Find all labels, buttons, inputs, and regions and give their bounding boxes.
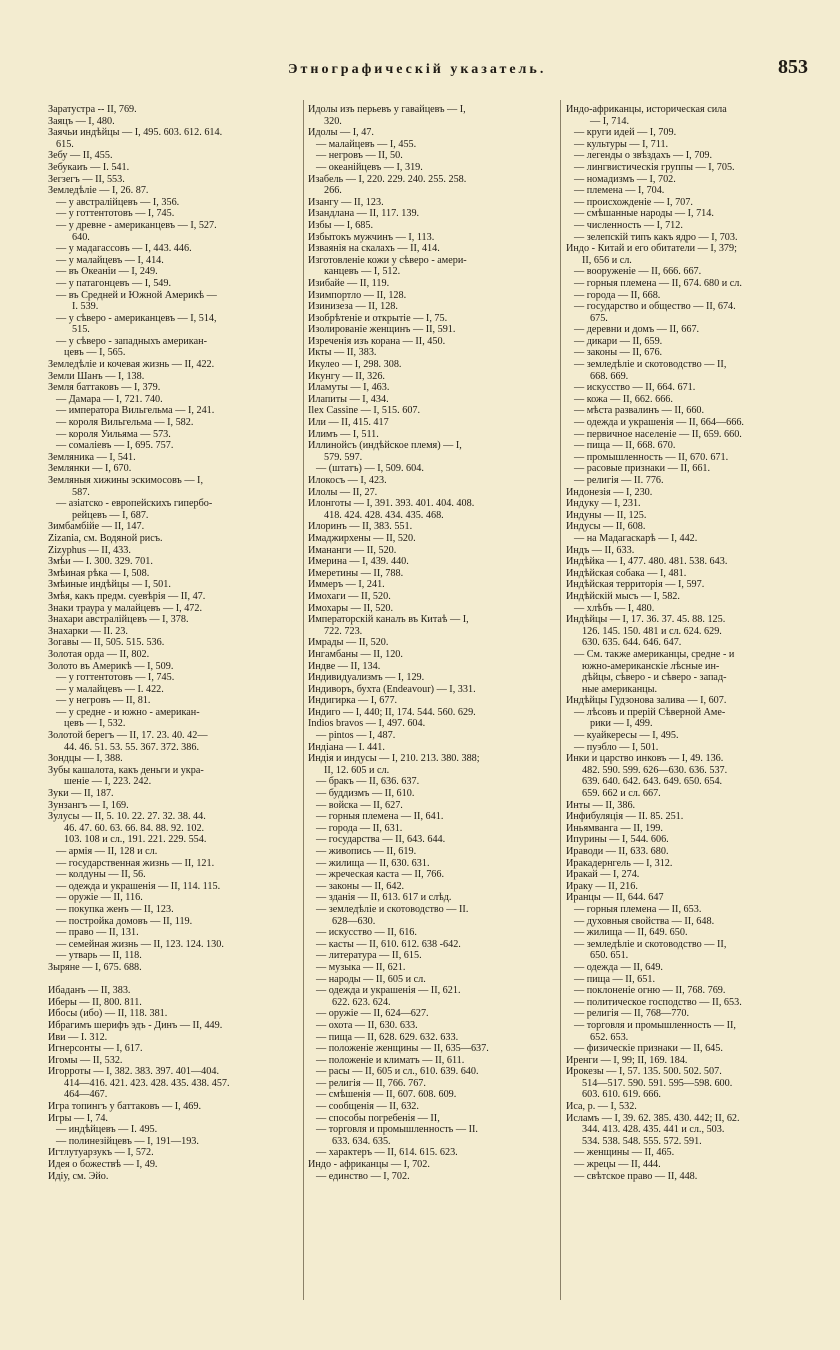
index-entry: Игнерсонты — I, 617. xyxy=(48,1043,143,1055)
index-entry: Идолы изъ перьевъ у гавайцевъ — I, xyxy=(308,104,466,115)
index-entry: 266. xyxy=(324,185,342,197)
index-entry: Идіу, см. Эйо. xyxy=(48,1170,109,1182)
index-entry: — номадизмъ — I, 702. xyxy=(574,173,676,185)
index-entry: — народы — II, 605 и сл. xyxy=(316,973,426,985)
index-entry: Изготовленіе кожи у сѣверо - амери- xyxy=(308,254,467,266)
index-entry: — императора Вильгельма — I, 241. xyxy=(56,405,215,417)
index-entry: Змѣя, какъ предм. суевѣрія — II, 47. xyxy=(48,590,206,602)
index-entry: 482. 590. 599. 626—630. 636. 537. xyxy=(582,764,728,776)
index-entry: Змѣиная рѣка — I, 508. xyxy=(48,567,150,579)
index-entry: Земля баттаковъ — I, 379. xyxy=(48,382,161,394)
index-entry: — дикари — II, 659. xyxy=(574,335,663,347)
index-entry: — жилища — II, 630. 631. xyxy=(316,857,430,869)
index-entry: — лѣсовъ и прерій Сѣверной Аме- xyxy=(574,706,726,718)
index-entry: — торговля и промышленность — II, xyxy=(574,1019,736,1031)
index-entry: шеніе — I, 223. 242. xyxy=(64,776,152,788)
index-entry: — деревни и домъ — II, 667. xyxy=(574,324,700,336)
index-entry: 418. 424. 428. 434. 435. 468. xyxy=(324,509,444,521)
index-entry: Зогавы — II, 505. 515. 536. xyxy=(48,637,165,649)
index-entry: — земледѣліе и скотоводство — II, xyxy=(574,938,727,950)
index-entry: — въ Средней и Южной Америкѣ — xyxy=(56,289,217,301)
index-entry: 630. 635. 644. 646. 647. xyxy=(582,637,682,649)
index-entry: Знаки траура у малайцевъ — I, 472. xyxy=(48,602,203,614)
column-rule xyxy=(303,100,304,1300)
index-entry: Зимбамбійе — II, 147. xyxy=(48,521,145,533)
index-entry: — положеніе женщины — II, 635—637. xyxy=(316,1043,489,1055)
index-entry: — живопись — II, 619. xyxy=(316,846,417,857)
index-entry: Ипурины — I, 544. 606. xyxy=(566,834,669,846)
index-entry: Индіана — I. 441. xyxy=(308,741,385,753)
index-entry: Иракай — I, 274. xyxy=(566,869,640,881)
index-entry: Изандлана — II, 117. 139. xyxy=(308,208,420,220)
index-entry: Ирокезы — I, 57. 135. 500. 502. 507. xyxy=(566,1066,722,1078)
index-entry: Икунгу — II, 326. xyxy=(308,370,385,382)
index-entry: Индиго — I, 440; II, 174. 544. 560. 629. xyxy=(308,706,476,718)
index-entry: Изобрѣтеніе и открытіе — I, 75. xyxy=(308,312,448,324)
index-entry: — хлѣбъ — I, 480. xyxy=(574,602,655,614)
index-entry: Золотой берегъ — II, 17. 23. 40. 42— xyxy=(48,730,208,742)
index-entry: Индѣйцы — I, 17. 36. 37. 45. 88. 125. xyxy=(566,614,726,626)
index-entry: Ilex Cassine — I, 515. 607. xyxy=(308,405,421,417)
index-entry: Ибосы (ибо) — II, 118. 381. xyxy=(48,1008,168,1020)
index-entry: — индѣйцевъ — I. 495. xyxy=(56,1124,158,1136)
index-entry: — куайкересы — I, 495. xyxy=(574,730,679,742)
index-entry: Имаджирхены — II, 520. xyxy=(308,532,416,544)
index-entry: цевъ — I, 565. xyxy=(64,347,126,359)
index-entry: Икты — II, 383. xyxy=(308,347,377,359)
index-entry: Иберы — II, 800. 811. xyxy=(48,996,142,1008)
index-entry: II, 12. 605 и сл. xyxy=(324,764,390,776)
index-entry: 44. 46. 51. 53. 55. 367. 372. 386. xyxy=(64,741,199,753)
index-entry: — кожа — II, 662. 666. xyxy=(574,393,673,405)
index-entry: — полинезійцевъ — I, 191—193. xyxy=(56,1135,199,1147)
index-entry: Иренги — I, 99; II, 169. 184. xyxy=(566,1054,688,1066)
index-entry: — музыка — II, 621. xyxy=(316,961,406,973)
index-entry: — войска — II, 627. xyxy=(316,799,403,811)
index-entry: — физическіе признаки — II, 645. xyxy=(574,1043,723,1055)
index-entry: — горныя племена — II, 674. 680 и сл. xyxy=(574,277,742,289)
index-entry: — пуэбло — I, 501. xyxy=(574,741,659,753)
index-entry: Иллинойсъ (индѣйское племя) — I, xyxy=(308,440,462,452)
index-entry: — земледѣліе и скотоводство — II. xyxy=(316,903,469,915)
index-entry: — единство — I, 702. xyxy=(316,1170,410,1182)
index-entry: — у сѣверо - американцевъ — I, 514, xyxy=(56,312,217,324)
index-entry: Идея о божествѣ — I, 49. xyxy=(48,1159,158,1171)
index-entry: — смѣшенія — II, 607. 608. 609. xyxy=(316,1089,457,1101)
index-entry: Илонготы — I, 391. 393. 401. 404. 408. xyxy=(308,498,475,510)
index-entry: Zizania, см. Водяной рисъ. xyxy=(48,532,163,544)
index-entry: — у малайцевъ — I. 422. xyxy=(56,683,164,695)
index-entry: — короля Уильяма — 573. xyxy=(56,428,171,440)
index-entry: — семейная жизнь — II, 123. 124. 130. xyxy=(56,938,224,950)
index-entry: Индонезія — I, 230. xyxy=(566,486,653,498)
page-number: 853 xyxy=(778,56,808,78)
index-entry: Императорскій каналъ въ Китаѣ — I, xyxy=(308,614,469,626)
index-entry: Изибайе — II, 119. xyxy=(308,277,390,289)
index-entry: Индѣйская собака — I, 481. xyxy=(566,567,687,579)
index-entry: Индуку — I, 231. xyxy=(566,498,641,510)
index-entry: — у австралійцевъ — I, 356. xyxy=(56,196,180,208)
index-entry: Илоринъ — II, 383. 551. xyxy=(308,521,413,533)
index-entry: 639. 640. 642. 643. 649. 650. 654. xyxy=(582,776,723,788)
index-entry: — Дамара — I, 721. 740. xyxy=(56,393,163,405)
index-entry: — пища — II, 651. xyxy=(574,973,655,985)
index-entry: — государства — II, 643. 644. xyxy=(316,834,446,846)
index-entry: Иракадернгель — I, 312. xyxy=(566,857,673,869)
index-entry: — жреческая каста — II, 766. xyxy=(316,869,445,881)
index-entry: Изреченія изъ корана — II, 450. xyxy=(308,335,446,347)
index-entry: — у негровъ — II, 81. xyxy=(56,695,151,707)
index-entry: — государственная жизнь — II, 121. xyxy=(56,857,215,869)
index-entry: — духовныя свойства — II, 648. xyxy=(574,915,715,927)
index-entry: — у древне - американцевъ — I, 527. xyxy=(56,219,217,231)
index-entry: Зебу — II, 455. xyxy=(48,150,113,162)
index-entry: — жилища — II, 649. 650. xyxy=(574,927,688,939)
index-entry: Идолы — I, 47. xyxy=(308,127,374,139)
index-entry: 344. 413. 428. 435. 441 и сл., 503. xyxy=(582,1124,725,1136)
index-entry: Индо - Китай и его обитатели — I, 379; xyxy=(566,243,737,255)
index-entry: Индо - африканцы — I, 702. xyxy=(308,1159,430,1171)
index-entry: 534. 538. 548. 555. 572. 591. xyxy=(582,1135,702,1147)
index-entry: — охота — II, 630. 633. xyxy=(316,1019,418,1031)
index-entry: Индиворъ, бухта (Endeavour) — I, 331. xyxy=(308,683,476,695)
index-entry: 722. 723. xyxy=(324,625,363,637)
index-entry: ные американцы. xyxy=(582,683,658,695)
index-entry: — законы — II, 642. xyxy=(316,880,405,892)
page-header xyxy=(48,56,808,88)
index-entry: Инты — II, 386. xyxy=(566,799,636,811)
index-entry: Ибрагимъ шерифъ эдъ - Динъ — II, 449. xyxy=(48,1019,223,1031)
index-entry: 628—630. xyxy=(332,915,376,927)
index-entry: Избы — I, 685. xyxy=(308,219,374,231)
index-entry: Или — II, 415. 417 xyxy=(308,417,389,429)
index-entry: Имеретины — II, 788. xyxy=(308,567,404,579)
index-entry: Земледѣліе — I, 26. 87. xyxy=(48,185,149,197)
index-entry: — утварь — II, 118. xyxy=(56,950,142,962)
index-entry: — оружіе — II, 624—627. xyxy=(316,1008,429,1020)
index-entry: Земледѣліе и кочевая жизнь — II, 422. xyxy=(48,359,215,371)
index-entry: — океанійцевъ — I, 319. xyxy=(316,161,423,173)
index-entry: Зондцы — I, 388. xyxy=(48,753,123,765)
index-entry: — бракъ — II, 636. 637. xyxy=(316,776,420,788)
index-entry: — короля Вильгельма — I, 582. xyxy=(56,417,194,429)
index-entry: Земли Шанъ — I, 138. xyxy=(48,370,145,382)
index-entry: — круги идей — I, 709. xyxy=(574,127,677,139)
index-entry: 103. 108 и сл., 191. 221. 229. 554. xyxy=(64,834,207,846)
index-entry: — горныя племена — II, 653. xyxy=(574,903,702,915)
index-entry: — законы — II, 676. xyxy=(574,347,663,359)
index-entry: — одежда и украшенія — II, 664—666. xyxy=(574,417,744,429)
index-entry: Избытокъ мужчинъ — I, 113. xyxy=(308,231,435,243)
index-entry: — происхожденіе — I, 707. xyxy=(574,196,693,208)
index-entry: Инфибуляція — II. 85. 251. xyxy=(566,811,684,823)
index-entry: II, 656 и сл. xyxy=(582,254,632,266)
index-entry: — свѣтское право — II, 448. xyxy=(574,1170,698,1182)
index-entry: 652. 653. xyxy=(590,1031,629,1043)
index-entry: Зубы кашалота, какъ деньги и укра- xyxy=(48,764,204,776)
index-entry: 514—517. 590. 591. 595—598. 600. xyxy=(582,1077,733,1089)
index-entry: I. 539. xyxy=(72,301,99,313)
index-entry: Заяцъ — I, 480. xyxy=(48,115,115,127)
index-entry: 320. xyxy=(324,115,342,127)
index-entry: — способы погребенія — II, xyxy=(316,1112,440,1124)
index-entry: 515. xyxy=(72,324,90,336)
index-entry: канцевъ — I, 512. xyxy=(324,266,401,278)
index-entry: Змѣиные индѣйцы — I, 501. xyxy=(48,579,171,591)
index-entry: — у средне - и южно - американ- xyxy=(56,706,200,718)
index-entry: Зыряне — I, 675. 688. xyxy=(48,961,142,973)
index-entry: 414—416. 421. 423. 428. 435. 438. 457. xyxy=(64,1077,230,1089)
index-entry: — пища — II, 628. 629. 632. 633. xyxy=(316,1031,459,1043)
index-entry: 579. 597. xyxy=(324,451,363,463)
index-entry: Индѣйскій мысъ — I, 582. xyxy=(566,590,680,602)
index-entry xyxy=(48,974,298,986)
index-entry: Изимпортло — II, 128. xyxy=(308,289,407,301)
index-entry: Изабель — I, 220. 229. 240. 255. 258. xyxy=(308,173,467,185)
index-entry: — расы — II, 605 и сл., 610. 639. 640. xyxy=(316,1066,479,1078)
index-entry: Иранцы — II, 644. 647 xyxy=(566,892,664,904)
index-entry: — численность — I, 712. xyxy=(574,219,683,231)
index-entry: Индусы — II, 608. xyxy=(566,521,646,533)
index-entry: — азіатско - европейскихъ гипербо- xyxy=(56,498,213,510)
index-entry: — буддизмъ — II, 610. xyxy=(316,788,415,800)
index-entry: Илолы — II, 27. xyxy=(308,486,378,498)
index-entry: Индо-африканцы, историческая сила xyxy=(566,104,727,115)
index-entry: 633. 634. 635. xyxy=(332,1135,391,1147)
index-entry: — смѣшанные народы — I, 714. xyxy=(574,208,714,220)
index-entry: Знахарки — II. 23. xyxy=(48,625,128,637)
index-entry: — у сѣверо - западныхъ американ- xyxy=(56,335,207,347)
index-entry: — покупка женъ — II, 123. xyxy=(56,903,174,915)
index-entry: Индуны — II, 125. xyxy=(566,509,647,521)
index-entry: Изолированіе женщинъ — II, 591. xyxy=(308,324,456,336)
index-entry: — литература — II, 615. xyxy=(316,950,422,962)
index-entry: — армія — II, 128 и сл. xyxy=(56,846,158,857)
index-entry: Зегзегъ — II, 553. xyxy=(48,173,125,185)
index-entry: — у патагонцевъ — I, 549. xyxy=(56,277,172,289)
index-entry: — искусство — II, 616. xyxy=(316,927,417,939)
index-entry: 46. 47. 60. 63. 66. 84. 88. 92. 102. xyxy=(64,822,205,834)
index-entry: Заратустра -- II, 769. xyxy=(48,104,137,115)
index-entry: — государство и общество — II, 674. xyxy=(574,301,736,313)
index-entry: Indios bravos — I, 497. 604. xyxy=(308,718,426,730)
index-entry: — въ Океаніи — I, 249. xyxy=(56,266,158,278)
index-entry: Игомы — II, 532. xyxy=(48,1054,123,1066)
index-entry: — жрецы — II, 444. xyxy=(574,1159,661,1171)
index-entry: рики — I, 499. xyxy=(590,718,653,730)
index-entry: — сообщенія — II, 632. xyxy=(316,1101,419,1113)
index-column-2 xyxy=(308,104,553,1182)
index-entry: — города — II, 668. xyxy=(574,289,661,301)
index-entry: Золото въ Америкѣ — I, 509. xyxy=(48,660,174,672)
index-entry: Ираку — II, 216. xyxy=(566,880,638,892)
index-entry: — у готтентотовъ — I, 745. xyxy=(56,208,175,220)
index-entry: — (штатъ) — I, 509. 604. xyxy=(316,463,424,475)
index-entry: Индѣйская территорія — I, 597. xyxy=(566,579,705,591)
index-entry: — сомалiевъ — I, 695. 757. xyxy=(56,440,174,452)
index-entry: 126. 145. 150. 481 и сл. 624. 629. xyxy=(582,625,722,637)
index-entry: Иламуты — I, 463. xyxy=(308,382,390,394)
index-entry: рейцевъ — I, 687. xyxy=(72,509,149,521)
index-column-3 xyxy=(566,104,811,1182)
index-entry: — религія — II. 776. xyxy=(574,475,664,486)
index-entry: — первичное населеніе — II, 659. 660. xyxy=(574,428,742,440)
index-entry: — земледѣліе и скотоводство — II, xyxy=(574,359,727,371)
index-entry: Игра топингъ у баттаковъ — I, 469. xyxy=(48,1101,202,1113)
index-entry: Индивидуализмъ — I, 129. xyxy=(308,672,425,684)
index-entry: Индѣйцы Гудзонова залива — I, 607. xyxy=(566,695,727,707)
index-entry: Золотая орда — II, 802. xyxy=(48,648,150,660)
index-entry: — характеръ — II, 614. 615. 623. xyxy=(316,1147,458,1159)
index-entry: Имрады — II, 520. xyxy=(308,637,389,649)
index-entry: — племена — I, 704. xyxy=(574,185,665,197)
index-entry: — расовые признаки — II, 661. xyxy=(574,463,711,475)
index-entry: — у мадагассовъ — I, 443. 446. xyxy=(56,243,192,255)
index-entry: Игтлутуарзукъ — I, 572. xyxy=(48,1147,154,1159)
index-entry: — мѣста развалинъ — II, 660. xyxy=(574,405,705,417)
index-entry: Индѣйка — I, 477. 480. 481. 538. 643. xyxy=(566,556,728,568)
index-entry: Ингамбаны — II, 120. xyxy=(308,648,403,660)
index-entry: Имохары — II, 520. xyxy=(308,602,394,614)
index-entry: — торговля и промышленность — II. xyxy=(316,1124,478,1136)
index-entry: — города — II, 631. xyxy=(316,822,403,834)
index-entry: — женщины — II, 465. xyxy=(574,1147,675,1159)
index-entry: — религія — II, 768—770. xyxy=(574,1008,690,1020)
index-entry: 659. 662 и сл. 667. xyxy=(582,788,661,800)
index-entry: — pintos — I, 487. xyxy=(316,730,396,742)
index-entry: Иса, р. — I, 532. xyxy=(566,1101,637,1113)
index-entry: 464—467. xyxy=(64,1089,108,1101)
index-entry: — легенды о звѣздахъ — I, 709. xyxy=(574,150,713,162)
index-entry: южно-американскіе лѣсные ин- xyxy=(582,660,720,672)
index-entry: 640. xyxy=(72,231,90,243)
index-entry: — политическое господство — II, 653. xyxy=(574,996,742,1008)
index-entry: 650. 651. xyxy=(590,950,629,962)
index-entry: — зданія — II, 613. 617 и слѣд. xyxy=(316,892,452,904)
index-entry: Индія и индусы — I, 210. 213. 380. 388; xyxy=(308,753,480,765)
index-entry: Зуки — II, 187. xyxy=(48,788,114,800)
column-rule xyxy=(560,100,561,1300)
index-entry: — право — II, 131. xyxy=(56,927,139,939)
index-entry: — касты — II, 610. 612. 638 -642. xyxy=(316,938,461,950)
index-entry: — пища — II, 668. 670. xyxy=(574,440,676,452)
index-entry: Иви — I. 312. xyxy=(48,1031,108,1043)
index-entry: Индве — II, 134. xyxy=(308,660,381,672)
index-entry: Зулусы — II, 5. 10. 22. 27. 32. 38. 44. xyxy=(48,811,206,823)
index-entry: — религія — II, 766. 767. xyxy=(316,1077,426,1089)
index-entry: Иммеръ — I, 241. xyxy=(308,579,385,591)
index-entry: Игорроты — I, 382. 383. 397. 401—404. xyxy=(48,1066,220,1078)
index-entry: Zizyphus — II, 433. xyxy=(48,544,131,556)
index-entry: — у малайцевъ — I, 414. xyxy=(56,254,164,266)
index-entry: — одежда — II, 649. xyxy=(574,961,663,973)
index-entry: — горныя племена — II, 641. xyxy=(316,811,444,823)
index-entry: — негровъ — II, 50. xyxy=(316,150,403,162)
index-entry: Изангу — II, 123. xyxy=(308,196,384,208)
index-entry: 587. xyxy=(72,486,90,498)
index-entry: — оружіе — II, 116. xyxy=(56,892,143,904)
index-entry: — малайцевъ — I, 455. xyxy=(316,138,417,150)
index-entry: — См. также американцы, средне - и xyxy=(574,648,735,660)
index-entry: — одежда и украшенія — II, 621. xyxy=(316,985,461,997)
index-entry: Зунзангъ — I, 169. xyxy=(48,799,129,811)
index-entry: 675. xyxy=(590,312,608,324)
index-entry: Ибаданъ — II, 383. xyxy=(48,985,131,997)
index-entry: — у готтентотовъ — I, 745. xyxy=(56,672,175,684)
index-entry: Игры — I, 74. xyxy=(48,1112,108,1124)
index-entry: Иньямванга — II, 199. xyxy=(566,822,663,834)
index-entry: Заячьи индѣйцы — I, 495. 603. 612. 614. xyxy=(48,127,223,139)
index-entry: Илапиты — I, 434. xyxy=(308,393,389,405)
index-entry: — лингвистическія группы — I, 705. xyxy=(574,161,735,173)
index-entry: Зебукаиъ — I. 541. xyxy=(48,161,130,173)
index-entry: Знахари австралійцевъ — I, 378. xyxy=(48,614,189,626)
index-entry: Индигирка — I, 677. xyxy=(308,695,398,707)
index-entry: 615. xyxy=(56,138,74,150)
index-entry: Змѣи — I. 300. 329. 701. xyxy=(48,556,153,568)
index-entry: — колдуны — II, 56. xyxy=(56,869,146,881)
index-entry: Имерина — I, 439. 440. xyxy=(308,556,409,568)
index-entry: Землянки — I, 670. xyxy=(48,463,132,475)
index-entry: Имананги — II, 520. xyxy=(308,544,397,556)
index-entry: Илокосъ — I, 423. xyxy=(308,475,387,486)
index-entry: Изваянія на скалахъ — II, 414. xyxy=(308,243,440,255)
index-entry: дѣйцы, сѣверо - и сѣверо - запад- xyxy=(582,672,727,684)
index-entry: — на Мадагаскарѣ — I, 442. xyxy=(574,532,698,544)
index-entry: — искусство — II, 664. 671. xyxy=(574,382,696,394)
index-entry: Илимъ — I, 511. xyxy=(308,428,379,440)
running-title: Этнографическій указатель. xyxy=(288,62,547,77)
index-column-1 xyxy=(48,104,298,1182)
index-entry: — постройка домовъ — II, 119. xyxy=(56,915,193,927)
index-entry: Индъ — II, 633. xyxy=(566,544,635,556)
index-entry: Исламъ — I, 39. 62. 385. 430. 442; II, 62. xyxy=(566,1112,740,1124)
index-entry: цевъ — I, 532. xyxy=(64,718,126,730)
index-entry: 668. 669. xyxy=(590,370,629,382)
index-entry: Инки и царство инковъ — I, 49. 136. xyxy=(566,753,724,765)
index-entry: — вооруженіе — II, 666. 667. xyxy=(574,266,702,278)
index-entry: Земляника — I, 541. xyxy=(48,451,136,463)
index-entry: — промышленность — II, 670. 671. xyxy=(574,451,729,463)
index-entry: Ираводи — II, 633. 680. xyxy=(566,846,669,857)
index-entry: — положеніе и климатъ — II, 611. xyxy=(316,1054,465,1066)
index-entry: Изинизеза — II, 128. xyxy=(308,301,398,313)
index-entry: — I, 714. xyxy=(590,115,630,127)
index-entry: Икулео — I, 298. 308. xyxy=(308,359,402,371)
index-entry: — одежда и украшенія — II, 114. 115. xyxy=(56,880,221,892)
index-entry: 622. 623. 624. xyxy=(332,996,391,1008)
index-entry: Земляныя хижины эскимосовъ — I, xyxy=(48,475,204,486)
index-entry: — зелепскій типъ какъ ядро — I, 703. xyxy=(574,231,738,243)
index-entry: — культуры — I, 711. xyxy=(574,138,669,150)
index-entry: — поклоненіе огню — II, 768. 769. xyxy=(574,985,726,997)
index-entry: 603. 610. 619. 666. xyxy=(582,1089,661,1101)
index-entry: Имохаги — II, 520. xyxy=(308,590,391,602)
